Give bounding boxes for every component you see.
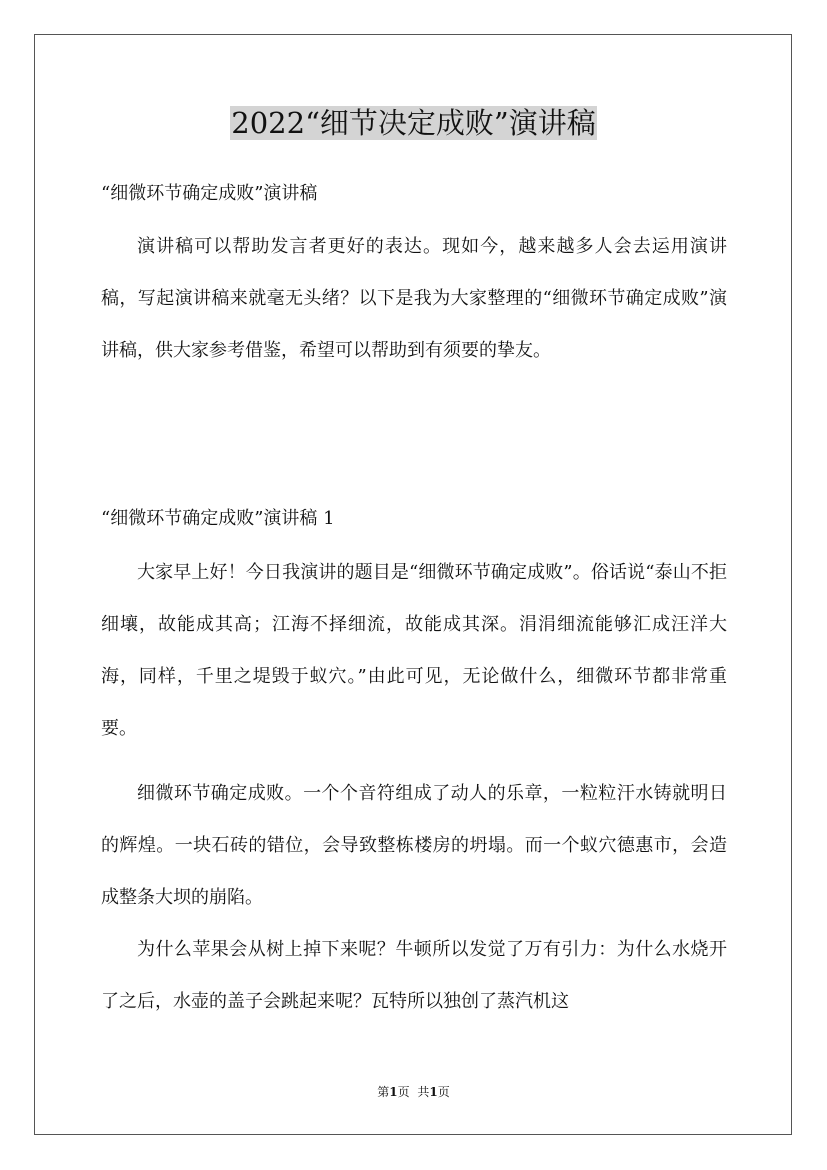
footer-total-pages: 1 xyxy=(429,1085,438,1099)
footer-prefix: 第 xyxy=(377,1085,390,1099)
footer-page-unit: 页 xyxy=(397,1085,410,1099)
footer-total-prefix: 共 xyxy=(417,1085,430,1099)
body-paragraph-3: 为什么苹果会从树上掉下来呢？牛顿所以发觉了万有引力：为什么水烧开了之后，水壶的盖子会跳起来呢？瓦特所以独创了蒸汽机这 xyxy=(101,939,727,1012)
page-footer xyxy=(0,1083,827,1101)
subsection-heading: “细微环节确定成败”演讲稿 1 xyxy=(101,508,335,529)
body-paragraph-2: 细微环节确定成败。一个个音符组成了动人的乐章，一粒粒汗水铸就明日的辉煌。一块石砖的错位，会导致整栋楼房的坍塌。而一个蚁穴德惠市，会造成整条大坝的崩陷。 xyxy=(101,783,727,908)
footer-page-number: 1 xyxy=(389,1085,398,1099)
intro-paragraph: 演讲稿可以帮助发言者更好的表达。现如今，越来越多人会去运用演讲稿，写起演讲稿来就毫无头绪？以下是我为大家整理的“细微环节确定成败”演讲稿，供大家参考借鉴，希望可以帮助到有须要的挚友。 xyxy=(101,236,727,361)
document-title xyxy=(0,104,827,142)
title-text: 2022“细节决定成败”演讲稿 xyxy=(231,106,596,140)
section-heading: “细微环节确定成败”演讲稿 xyxy=(101,183,318,204)
footer-total-unit: 页 xyxy=(437,1085,450,1099)
body-paragraph-1: 大家早上好！今日我演讲的题目是“细微环节确定成败”。俗话说“泰山不拒细壤，故能成其高；江海不择细流，故能成其深。涓涓细流能够汇成汪洋大海，同样，千里之堤毁于蚁穴。”由此可见，无论做什么，细微环节都非常重要。 xyxy=(101,562,727,739)
